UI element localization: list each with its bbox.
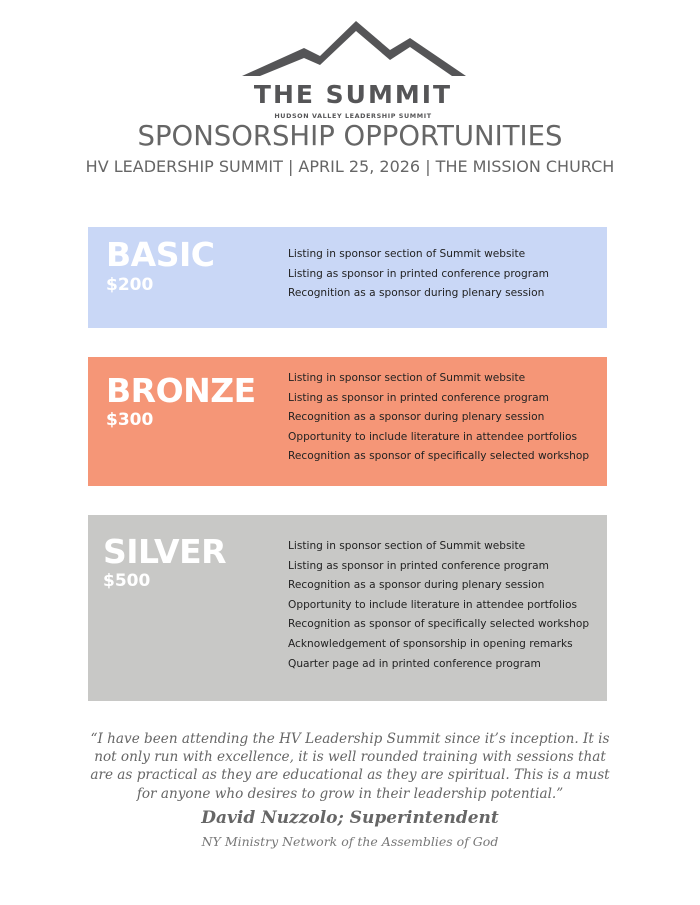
benefit-item: Recognition as a sponsor during plenary session [288, 411, 545, 424]
benefit-item: Quarter page ad in printed conference program [288, 657, 541, 670]
tier-price: $500 [103, 571, 151, 591]
page-title: SPONSORSHIP OPPORTUNITIES [137, 120, 563, 152]
tier-basic [88, 227, 607, 328]
testimonial-organization: NY Ministry Network of the Assemblies of God [201, 834, 499, 849]
benefit-list [288, 245, 549, 304]
benefit-item: Listing in sponsor section of Summit website [288, 248, 526, 260]
benefit-list [288, 537, 589, 674]
benefit-list [288, 369, 589, 467]
tier-name: SILVER [103, 532, 227, 571]
benefit-item: Opportunity to include literature in attendee portfolios [288, 430, 577, 443]
tier-name: BRONZE [106, 371, 256, 410]
tier-bronze [88, 357, 607, 486]
tier-price: $200 [106, 275, 154, 295]
page-subtitle: HV LEADERSHIP SUMMIT | APRIL 25, 2026 | THE MISSION CHURCH [85, 157, 615, 176]
summit-logo [238, 18, 468, 120]
benefit-item: Recognition as a sponsor during plenary session [288, 287, 545, 300]
benefit-item: Recognition as a sponsor during plenary session [288, 579, 545, 592]
logo-title: THE SUMMIT [253, 80, 453, 109]
logo-subtitle: HUDSON VALLEY LEADERSHIP SUMMIT [274, 112, 432, 120]
benefit-item: Listing in sponsor section of Summit website [288, 372, 526, 384]
benefit-item: Listing in sponsor section of Summit website [288, 540, 526, 552]
mountain-peaks-icon [238, 18, 468, 80]
tier-silver [88, 515, 607, 701]
tier-price: $300 [106, 410, 154, 430]
benefit-item: Acknowledgement of sponsorship in opening remarks [288, 637, 573, 650]
tier-name: BASIC [106, 235, 215, 274]
benefit-item: Listing as sponsor in printed conference program [288, 559, 549, 572]
benefit-item: Recognition as sponsor of specifically selected workshop [288, 450, 590, 463]
benefit-item: Listing as sponsor in printed conference program [288, 391, 549, 404]
benefit-item: Listing as sponsor in printed conference program [288, 267, 549, 280]
benefit-item: Opportunity to include literature in attendee portfolios [288, 598, 577, 611]
benefit-item: Recognition as sponsor of specifically selected workshop [288, 618, 590, 631]
testimonial-quote: “I have been attending the HV Leadership Summit since it’s inception. It is not only run with excellence, it is well rounded training with sessions that are as practical as they are educational as they are spiritual. This is a must for anyone who desires to grow in their leadership potential.” [90, 731, 610, 802]
testimonial-author: David Nuzzolo; Superintendent [201, 808, 499, 828]
